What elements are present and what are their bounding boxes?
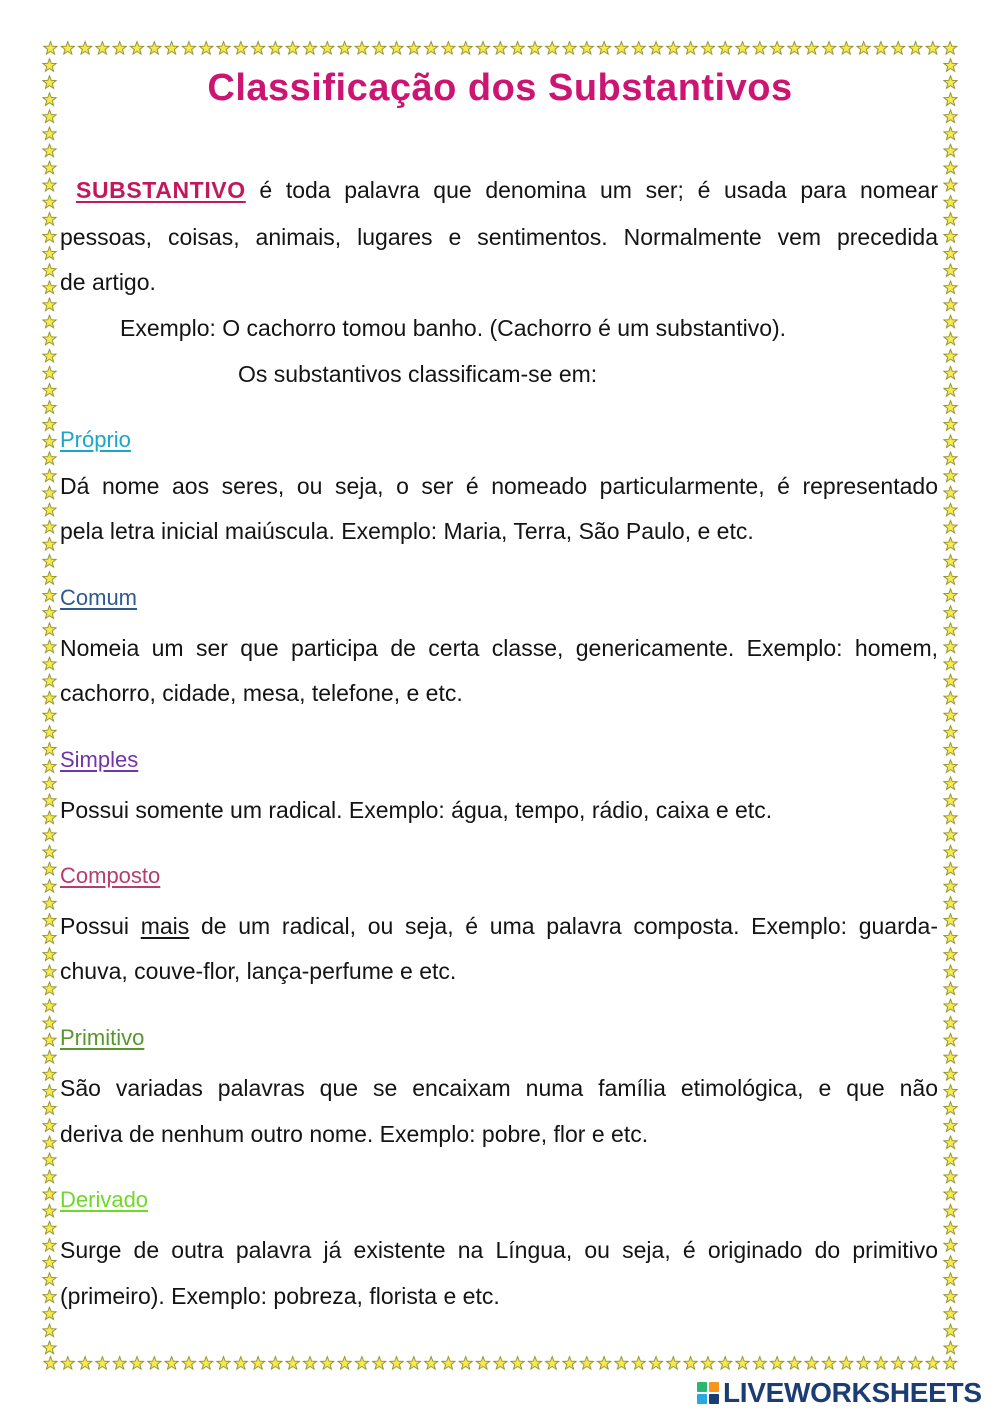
derivado-line-1: Surge de outra palavra já existente na Língua, ou seja, é originado do primitivo [60, 1237, 938, 1263]
derivado-line-2: (primeiro). Exemplo: pobreza, florista e etc. [60, 1283, 500, 1309]
star-border-right [942, 57, 959, 1355]
proprio-line-2: pela letra inicial maiúscula. Exemplo: Maria, Terra, São Paulo, e etc. [60, 518, 754, 544]
composto-underlined-word: mais [140, 913, 190, 939]
comum-line-1: Nomeia um ser que participa de certa classe, genericamente. Exemplo: homem, [60, 635, 938, 661]
primitivo-line-1: São variadas palavras que se encaixam numa família etimológica, e que não [60, 1075, 938, 1101]
heading-derivado: Derivado [60, 1187, 149, 1212]
composto-line-1-start: Possui [60, 913, 141, 939]
intro-example: Exemplo: O cachorro tomou banho. (Cachorro é um substantivo). [120, 315, 787, 341]
intro-line-1-text: é toda palavra que denomina um ser; é usada para nomear [245, 177, 938, 203]
intro-line-1 [76, 175, 938, 205]
heading-proprio: Próprio [60, 427, 131, 452]
liveworksheets-logo-icon [697, 1382, 719, 1404]
intro-line-2: pessoas, coisas, animais, lugares e sentimentos. Normalmente vem precedida [60, 224, 938, 250]
comum-line-2: cachorro, cidade, mesa, telefone, e etc. [60, 680, 463, 706]
logo-square-1 [697, 1382, 707, 1392]
heading-primitivo: Primitivo [60, 1025, 145, 1050]
liveworksheets-logo-text: LIVEWORKSHEETS [723, 1377, 982, 1408]
substantivo-term: SUBSTANTIVO [76, 177, 246, 203]
star-border-bottom [42, 1355, 958, 1372]
simples-line-1: Possui somente um radical. Exemplo: água, tempo, rádio, caixa e etc. [60, 797, 773, 823]
liveworksheets-logo [697, 1377, 982, 1409]
composto-line-1 [60, 911, 938, 941]
logo-square-4 [709, 1394, 719, 1404]
proprio-line-1: Dá nome aos seres, ou seja, o ser é nomeado particularmente, é representado [60, 473, 938, 499]
primitivo-line-2: deriva de nenhum outro nome. Exemplo: pobre, flor e etc. [60, 1121, 649, 1147]
logo-square-3 [697, 1394, 707, 1404]
star-border-top [42, 40, 958, 57]
intro-line-3: de artigo. [60, 269, 156, 295]
heading-comum: Comum [60, 585, 138, 610]
intro-classify: Os substantivos classificam-se em: [238, 361, 598, 387]
page-title: Classificação dos Substantivos [207, 67, 793, 109]
heading-composto: Composto [60, 863, 161, 888]
composto-line-1-end: de um radical, ou seja, é uma palavra composta. Exemplo: guarda- [189, 913, 938, 939]
star-border-left [41, 57, 58, 1355]
heading-simples: Simples [60, 747, 139, 772]
composto-line-2: chuva, couve-flor, lança-perfume e etc. [60, 958, 457, 984]
logo-square-2 [709, 1382, 719, 1392]
